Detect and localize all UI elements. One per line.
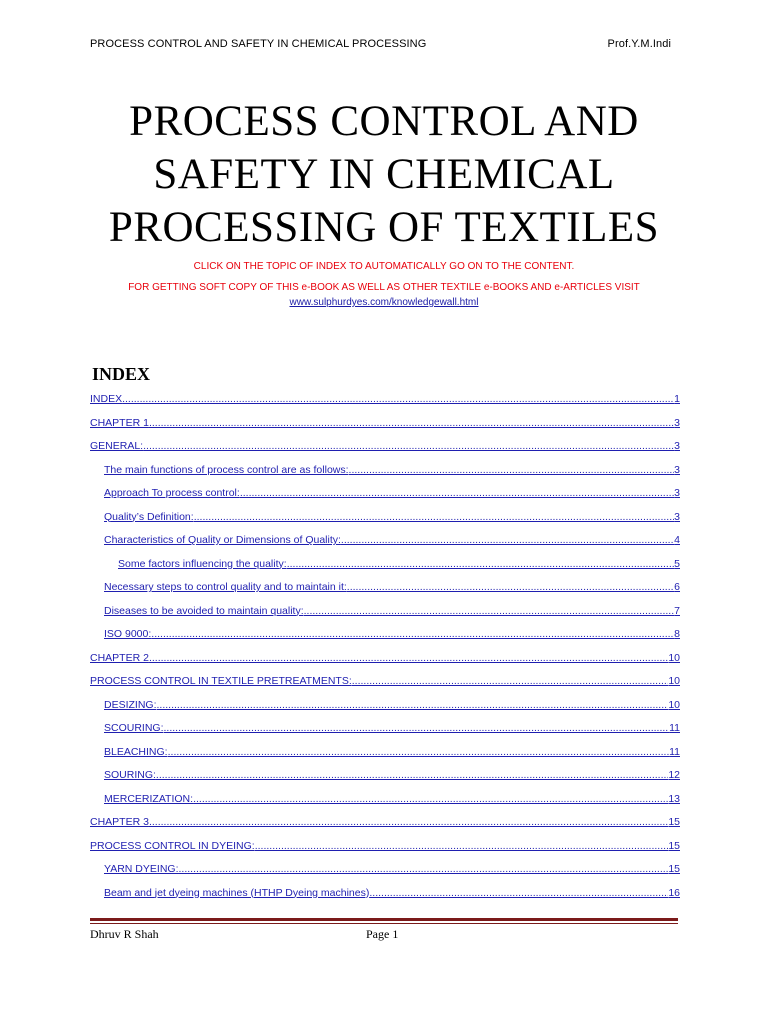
toc-entry[interactable] (90, 440, 680, 464)
toc-label: Diseases to be avoided to maintain quality: (104, 604, 304, 617)
toc-link[interactable] (90, 511, 680, 523)
toc-label: Necessary steps to control quality and to maintain it: (104, 581, 347, 593)
toc-entry[interactable] (90, 675, 680, 699)
toc-entry[interactable] (90, 840, 680, 864)
toc-link[interactable] (90, 863, 680, 875)
toc-page-number: 6 (674, 581, 680, 593)
toc-entry[interactable] (90, 511, 680, 535)
toc-leader-dots (149, 417, 674, 429)
toc-page-number: 8 (674, 628, 680, 640)
toc-page-number: 11 (669, 745, 680, 758)
toc-label: SOURING: (104, 769, 156, 781)
title-line-1: PROCESS CONTROL AND (129, 98, 639, 145)
toc-link[interactable] (90, 887, 680, 899)
toc-entry[interactable] (90, 652, 680, 676)
toc-label: The main functions of process control are as follows: (104, 463, 349, 476)
toc-leader-dots (240, 487, 674, 499)
toc-label: CHAPTER 1 (90, 416, 149, 429)
toc-link[interactable] (90, 840, 680, 852)
toc-label: Characteristics of Quality or Dimensions of Quality: (104, 534, 341, 546)
toc-link[interactable] (90, 699, 680, 711)
toc-link[interactable] (90, 605, 680, 617)
website-link-row (0, 297, 768, 308)
toc-label: CHAPTER 3 (90, 816, 149, 828)
toc-link[interactable] (90, 675, 680, 687)
toc-label: Beam and jet dyeing machines (HTHP Dyeing machines) (104, 886, 370, 899)
toc-page-number: 15 (668, 839, 680, 852)
toc-leader-dots (369, 887, 668, 899)
toc-link[interactable] (90, 393, 680, 405)
toc-leader-dots (341, 534, 674, 546)
toc-page-number: 15 (668, 816, 680, 828)
toc-label: PROCESS CONTROL IN DYEING: (90, 839, 255, 852)
toc-page-number: 13 (668, 792, 680, 805)
toc-page-number: 10 (668, 698, 680, 711)
toc-leader-dots (193, 793, 668, 805)
title-line-3: PROCESSING OF TEXTILES (108, 204, 660, 251)
toc-label: PROCESS CONTROL IN TEXTILE PRETREATMENTS: (90, 675, 352, 687)
toc-entry[interactable] (90, 769, 680, 793)
toc-leader-dots (347, 581, 674, 593)
toc-leader-dots (157, 699, 669, 711)
toc-label: INDEX (90, 393, 123, 405)
header-author: Prof.Y.M.Indi (607, 38, 671, 50)
toc-label: CHAPTER 2 (90, 651, 149, 664)
toc-leader-dots (194, 511, 674, 523)
toc-label: GENERAL: (90, 440, 144, 452)
toc-entry[interactable] (90, 534, 680, 558)
toc-page-number: 5 (674, 557, 680, 570)
document-title (0, 95, 768, 254)
toc-link[interactable] (90, 628, 680, 640)
toc-leader-dots (178, 863, 668, 875)
toc-link[interactable] (90, 793, 680, 805)
toc-entry[interactable] (90, 605, 680, 629)
toc-link[interactable] (90, 652, 680, 664)
index-heading: INDEX (92, 364, 151, 384)
toc-link[interactable] (90, 581, 680, 593)
toc-page-number: 3 (674, 463, 680, 476)
toc-label: SCOURING: (104, 722, 164, 734)
toc-entry[interactable] (90, 393, 680, 417)
toc-entry[interactable] (90, 887, 680, 911)
toc-link[interactable] (90, 417, 680, 429)
footer-page-number: Page 1 (366, 927, 399, 941)
toc-label: BLEACHING: (104, 745, 168, 758)
index-instruction: CLICK ON THE TOPIC OF INDEX TO AUTOMATICALLY GO ON TO THE CONTENT. (193, 261, 575, 272)
toc-leader-dots (149, 652, 668, 664)
toc-label: YARN DYEING: (104, 863, 179, 875)
toc-entry[interactable] (90, 417, 680, 441)
toc-entry[interactable] (90, 793, 680, 817)
toc-leader-dots (255, 840, 669, 852)
toc-link[interactable] (90, 816, 680, 828)
toc-entry[interactable] (90, 558, 680, 582)
toc-entry[interactable] (90, 464, 680, 488)
toc-page-number: 15 (668, 863, 680, 875)
toc-page-number: 12 (668, 769, 680, 781)
toc-page-number: 10 (668, 651, 680, 664)
toc-label: ISO 9000: (104, 628, 152, 640)
toc-link[interactable] (90, 534, 680, 546)
toc-page-number: 7 (674, 604, 680, 617)
toc-link[interactable] (90, 487, 680, 499)
toc-page-number: 16 (668, 886, 680, 899)
toc-entry[interactable] (90, 746, 680, 770)
footer-rule-thick (90, 918, 678, 921)
toc-label: Some factors influencing the quality: (118, 557, 287, 570)
toc-page-number: 1 (674, 393, 680, 405)
ebook-notice: FOR GETTING SOFT COPY OF THIS e-BOOK AS WELL AS OTHER TEXTILE e-BOOKS AND e-ARTICLES VISIT (128, 282, 640, 293)
toc-link[interactable] (90, 722, 680, 734)
table-of-contents (90, 393, 680, 910)
toc-label: Quality’s Definition: (104, 510, 194, 523)
toc-leader-dots (149, 816, 668, 828)
toc-leader-dots (122, 393, 674, 405)
footer-rule-thin (90, 923, 678, 924)
toc-leader-dots (151, 628, 674, 640)
website-link[interactable]: www.sulphurdyes.com/knowledgewall.html (289, 297, 479, 308)
title-line-2: SAFETY IN CHEMICAL (153, 151, 615, 198)
toc-leader-dots (352, 675, 669, 687)
header-title: PROCESS CONTROL AND SAFETY IN CHEMICAL PROCESSING (90, 38, 427, 50)
toc-entry[interactable] (90, 699, 680, 723)
toc-label: Approach To process control: (104, 487, 240, 499)
toc-link[interactable] (90, 769, 680, 781)
toc-page-number: 3 (674, 510, 680, 523)
toc-leader-dots (156, 769, 668, 781)
toc-link[interactable] (90, 558, 680, 570)
toc-page-number: 3 (674, 416, 680, 429)
toc-entry[interactable] (90, 816, 680, 840)
toc-page-number: 4 (674, 534, 680, 546)
toc-leader-dots (168, 746, 669, 758)
toc-label: MERCERIZATION: (104, 792, 194, 805)
toc-page-number: 3 (674, 487, 680, 499)
toc-leader-dots (143, 440, 674, 452)
toc-entry[interactable] (90, 722, 680, 746)
toc-page-number: 3 (674, 440, 680, 452)
toc-entry[interactable] (90, 863, 680, 887)
toc-link[interactable] (90, 746, 680, 758)
toc-link[interactable] (90, 464, 680, 476)
toc-entry[interactable] (90, 628, 680, 652)
toc-leader-dots (304, 605, 675, 617)
toc-entry[interactable] (90, 581, 680, 605)
toc-page-number: 11 (669, 722, 680, 734)
toc-leader-dots (349, 464, 675, 476)
toc-leader-dots (164, 722, 670, 734)
toc-entry[interactable] (90, 487, 680, 511)
toc-leader-dots (287, 558, 674, 570)
toc-label: DESIZING: (104, 698, 157, 711)
footer-author: Dhruv R Shah (90, 927, 159, 941)
toc-page-number: 10 (668, 675, 680, 687)
toc-link[interactable] (90, 440, 680, 452)
